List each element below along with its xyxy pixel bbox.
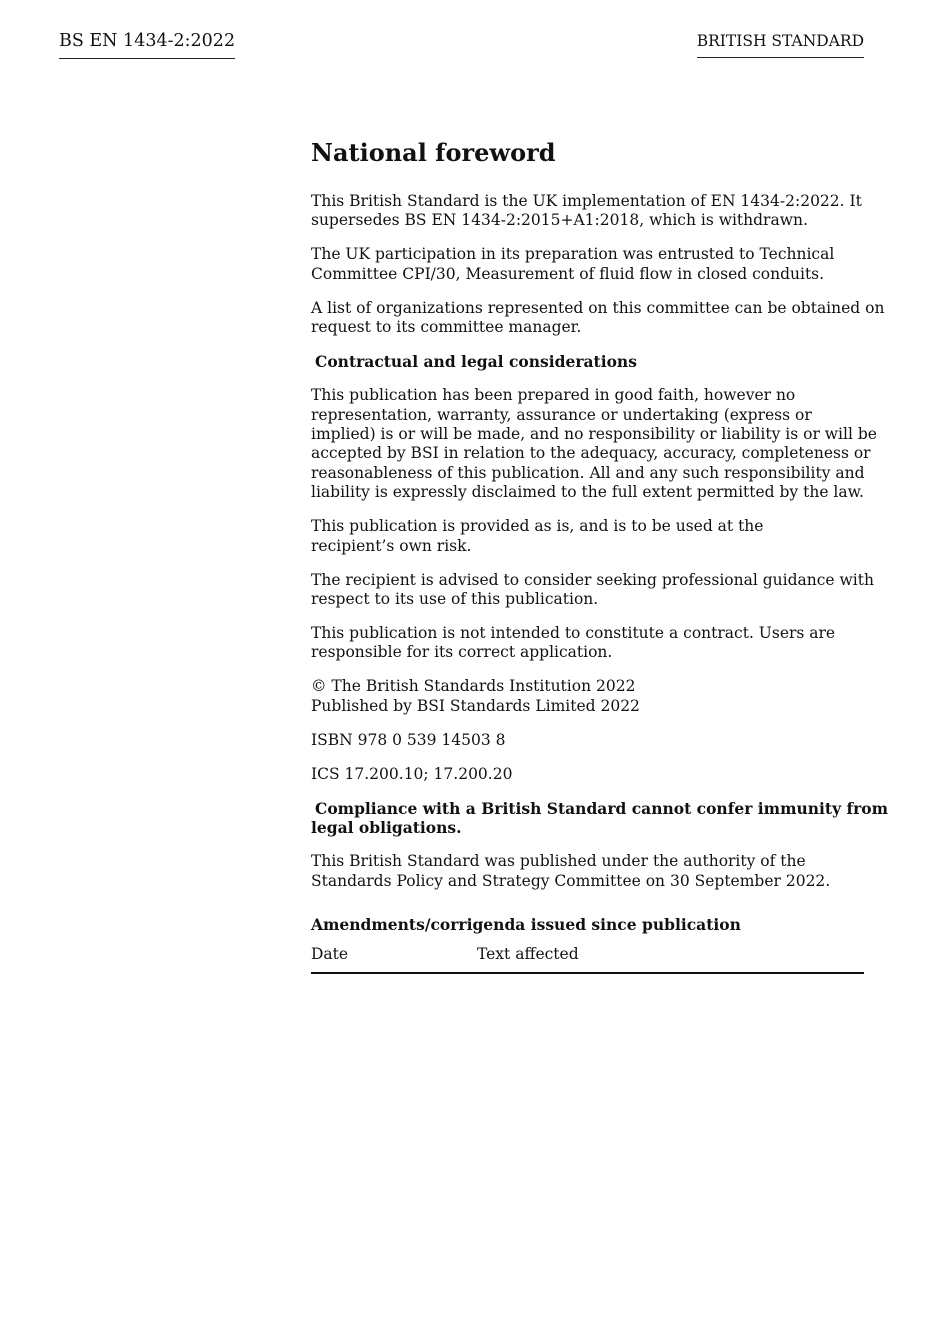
text-line: recipient’s own risk.	[311, 536, 472, 555]
implementation-paragraph	[311, 192, 864, 231]
compliance-notice	[311, 798, 889, 838]
text-line: This publication has been prepared in good faith, however no	[311, 386, 796, 405]
authority-paragraph	[311, 852, 864, 891]
guidance-paragraph	[311, 570, 874, 610]
text-line: This British Standard is the UK implementation of EN 1434-2:2022. It	[311, 192, 862, 210]
text-line: This publication is provided as is, and is to be used at the	[311, 517, 764, 536]
disclaimer-paragraph	[311, 386, 877, 502]
ics-line: ICS 17.200.10; 17.200.20	[311, 764, 513, 783]
national-foreword-section	[311, 138, 889, 974]
amendments-table-header	[311, 945, 864, 974]
text-line: request to its committee manager.	[311, 318, 582, 337]
text-line: supersedes BS EN 1434-2:2015+A1:2018, which is withdrawn.	[311, 211, 808, 230]
text-line: reasonableness of this publication. All and any such responsibility and	[311, 463, 865, 482]
copyright-notice	[311, 677, 864, 716]
text-line: Standards Policy and Strategy Committee on 30 September 2022.	[311, 871, 831, 890]
text-line: This British Standard was published under the authority of the	[311, 852, 806, 871]
text-line: respect to its use of this publication.	[311, 590, 599, 609]
text-line: A list of organizations represented on this committee can be obtained on	[311, 298, 885, 317]
amendments-heading: Amendments/corrigenda issued since publication	[311, 915, 741, 935]
text-line: legal obligations.	[311, 818, 462, 838]
text-affected-column-header: Text affected	[477, 944, 579, 963]
text-line: The UK participation in its preparation was entrusted to Technical	[311, 245, 835, 264]
contract-paragraph	[311, 624, 864, 663]
text-line: implied) is or will be made, and no responsibility or liability is or will be	[311, 425, 877, 444]
text-line: © The British Standards Institution 2022	[311, 677, 636, 696]
provided-as-is-paragraph	[311, 517, 864, 556]
isbn-line: ISBN 978 0 539 14503 8	[311, 730, 506, 749]
text-line: Contractual and legal considerations	[315, 352, 637, 372]
header-british-standard-label: BRITISH STANDARD	[697, 31, 864, 58]
legal-considerations-heading	[311, 352, 864, 371]
text-line: Committee CPI/30, Measurement of fluid flow in closed conduits.	[311, 264, 825, 283]
organizations-paragraph	[311, 298, 885, 338]
text-line: representation, warranty, assurance or undertaking (express or	[311, 405, 812, 424]
text-line: accepted by BSI in relation to the adequacy, accuracy, completeness or	[311, 444, 871, 463]
text-line: Compliance with a British Standard cannot confer immunity from	[315, 798, 889, 818]
header-document-id: BS EN 1434-2:2022	[59, 30, 235, 59]
text-line: liability is expressly disclaimed to the full extent permitted by the law.	[311, 483, 864, 502]
text-line: responsible for its correct application.	[311, 643, 613, 662]
text-line: The recipient is advised to consider seeking professional guidance with	[311, 570, 874, 589]
text-line: This publication is not intended to constitute a contract. Users are	[311, 624, 836, 643]
page-title: National foreword	[311, 138, 556, 167]
text-line: Published by BSI Standards Limited 2022	[311, 696, 640, 715]
participation-paragraph	[311, 245, 864, 284]
date-column-header: Date	[311, 944, 349, 963]
